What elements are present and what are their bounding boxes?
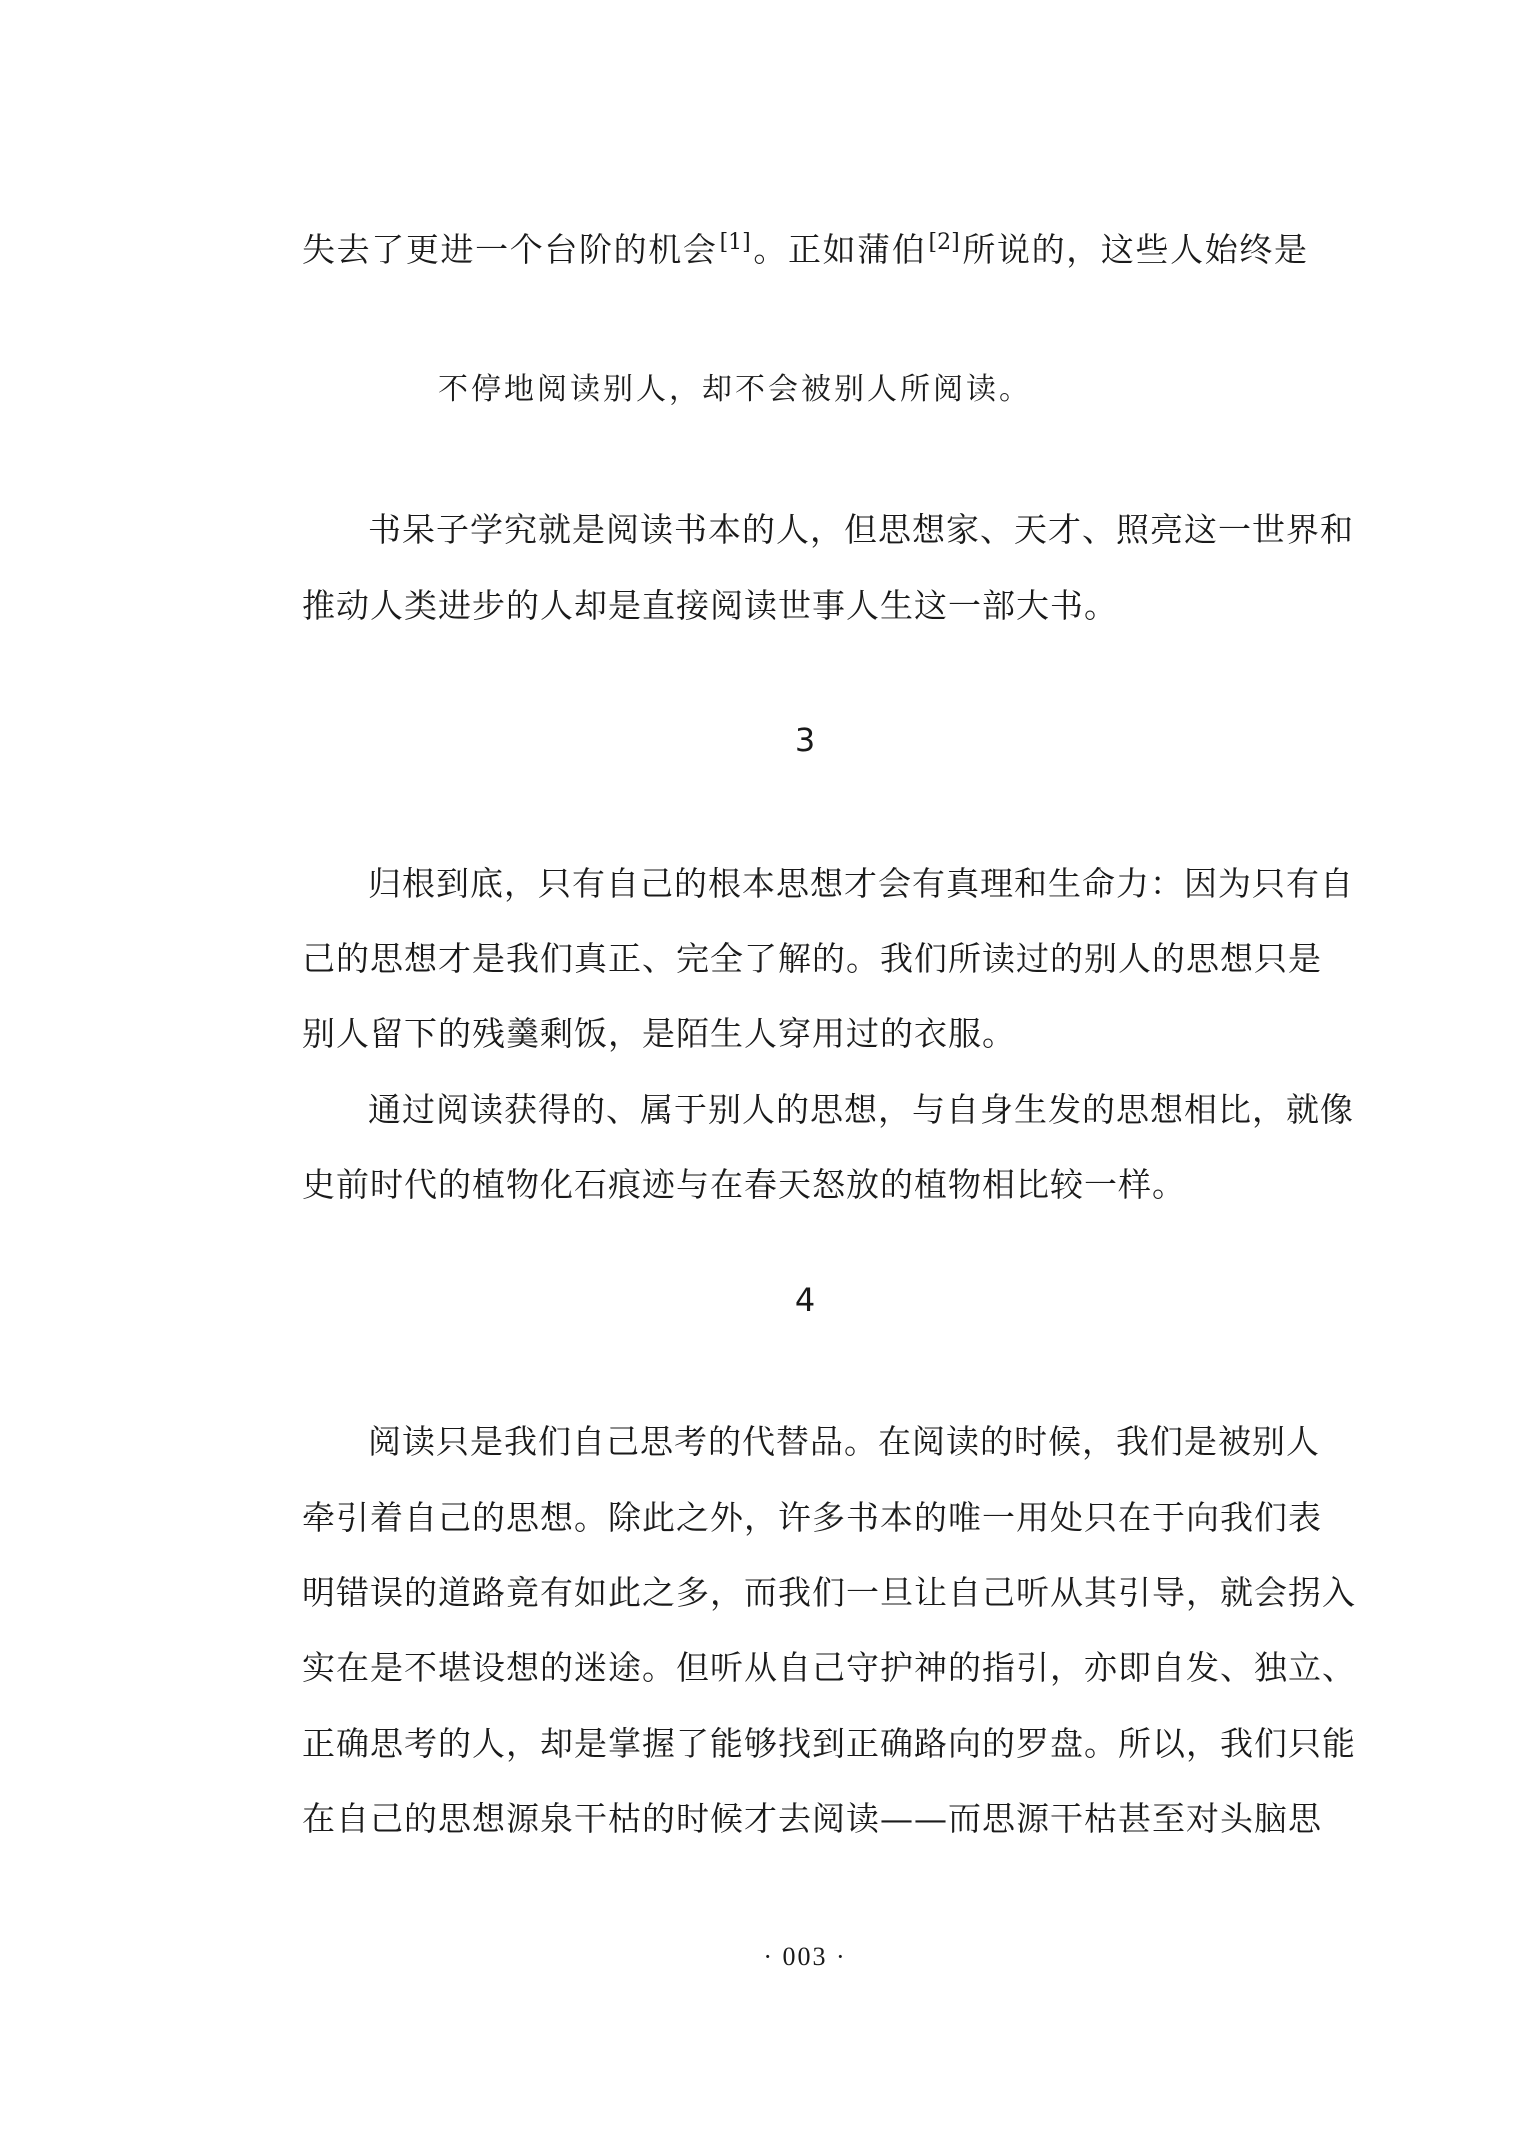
paragraph-line: 推动人类进步的人却是直接阅读世事人生这一部大书。 (302, 586, 1118, 625)
paragraph-line: 通过阅读获得的、属于别人的思想，与自身生发的思想相比，就像 (368, 1090, 1354, 1129)
intro-text-3: 所说的，这些人始终是 (961, 230, 1309, 269)
paragraph-line: 明错误的道路竟有如此之多，而我们一旦让自己听从其引导，就会拐入 (302, 1573, 1356, 1612)
paragraph-line: 在自己的思想源泉干枯的时候才去阅读——而思源干枯甚至对头脑思 (302, 1799, 1322, 1838)
paragraph-line: 别人留下的残羹剩饭，是陌生人穿用过的衣服。 (302, 1014, 1016, 1053)
paragraph-line: 正确思考的人，却是掌握了能够找到正确路向的罗盘。所以，我们只能 (302, 1724, 1356, 1763)
section-number-3: 3 (794, 721, 816, 759)
block-quote: 不停地阅读别人，却不会被别人所阅读。 (438, 372, 1032, 407)
paragraph-line: 己的思想才是我们真正、完全了解的。我们所读过的别人的思想只是 (302, 939, 1322, 978)
paragraph-line: 归根到底，只有自己的根本思想才会有真理和生命力：因为只有自 (368, 864, 1354, 903)
paragraph-line: 史前时代的植物化石痕迹与在春天怒放的植物相比较一样。 (302, 1165, 1186, 1204)
intro-text-2: 。正如蒲伯 (752, 230, 927, 269)
intro-line (302, 228, 1308, 272)
footnote-ref-1[interactable]: [1] (719, 230, 751, 255)
footnote-ref-2[interactable]: [2] (928, 230, 960, 255)
paragraph-line: 实在是不堪设想的迷途。但听从自己守护神的指引，亦即自发、独立、 (302, 1648, 1356, 1687)
paragraph-line: 牵引着自己的思想。除此之外，许多书本的唯一用处只在于向我们表 (302, 1498, 1322, 1537)
section-number-4: 4 (794, 1281, 816, 1319)
page-number: · 003 · (763, 1942, 847, 1971)
paragraph-line: 阅读只是我们自己思考的代替品。在阅读的时候，我们是被别人 (368, 1422, 1320, 1461)
paragraph-line: 书呆子学究就是阅读书本的人，但思想家、天才、照亮这一世界和 (368, 510, 1354, 549)
intro-text-1: 失去了更进一个台阶的机会 (302, 230, 718, 269)
